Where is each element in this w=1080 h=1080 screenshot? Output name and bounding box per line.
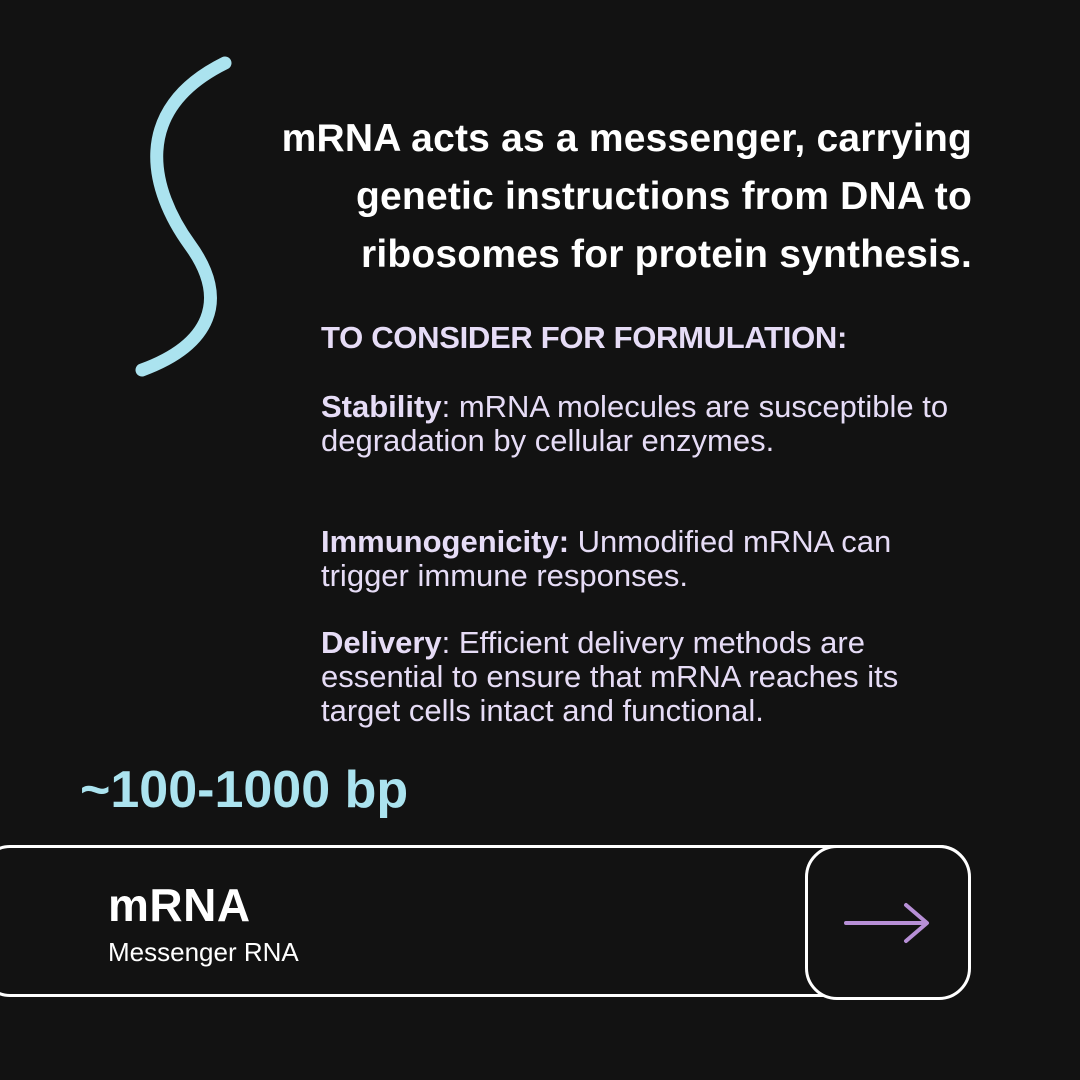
card-subtitle: Messenger RNA [108, 937, 299, 967]
consider-point-stability [321, 390, 981, 458]
consider-text: Unmodified mRNA can trigger immune responses. [321, 524, 892, 593]
consider-title: TO CONSIDER FOR FORMULATION: [321, 320, 848, 355]
headline: mRNA acts as a messenger, carrying genetic instructions from DNA to ribosomes for protein synthesis. [281, 117, 972, 276]
size-range: ~100-1000 bp [80, 761, 409, 819]
arrow-right-icon [840, 898, 936, 948]
next-button[interactable] [805, 845, 971, 1000]
card-title: mRNA [108, 879, 251, 931]
consider-text: : Efficient delivery methods are essential to ensure that mRNA reaches its target cells intact and functional. [321, 625, 899, 728]
consider-term: Stability [321, 389, 442, 424]
consider-point-immunogenicity [321, 525, 981, 593]
consider-text: : mRNA molecules are susceptible to degradation by cellular enzymes. [321, 389, 949, 458]
consider-term: Delivery [321, 625, 442, 660]
consider-term: Immunogenicity: [321, 524, 570, 559]
consider-point-delivery [321, 626, 981, 728]
